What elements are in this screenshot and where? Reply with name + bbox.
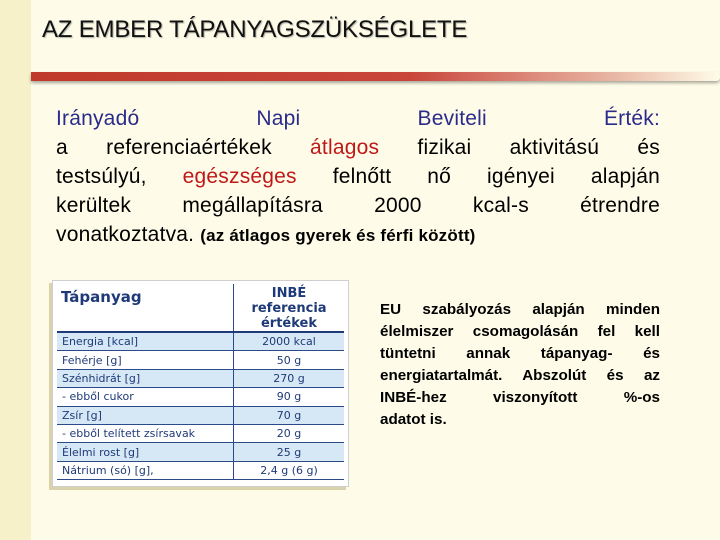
highlight-average: átlagos — [310, 136, 380, 159]
table-row — [57, 388, 344, 406]
header-reference — [234, 284, 345, 332]
left-accent-strip — [0, 0, 31, 540]
page-title: AZ EMBER TÁPANYAGSZÜKSÉGLETE — [42, 16, 468, 43]
nutrient-name: Élelmi rost [g] — [57, 443, 234, 461]
title-underline-bar — [31, 72, 720, 81]
eu-note-line: adatot is. — [380, 411, 447, 428]
table-row — [57, 351, 344, 369]
eu-note-line: EU szabályozás alapján minden — [380, 301, 660, 318]
nutrient-value: 270 g — [234, 369, 345, 387]
eu-regulation-note — [380, 299, 660, 431]
nutrient-name: Nátrium (só) [g], — [57, 461, 234, 479]
intro-note: (az átlagos gyerek és férfi között) — [200, 226, 476, 245]
intro-line-5 — [56, 220, 660, 250]
intro-line-3 — [56, 162, 660, 191]
nutrient-value: 25 g — [234, 443, 345, 461]
nutrient-table-image — [52, 280, 349, 487]
intro-text: testsúlyú, — [56, 165, 183, 188]
table-header-row — [57, 284, 344, 332]
intro-text: fizikai aktivitású és — [379, 136, 660, 159]
eu-note-line: tüntetni annak tápanyag- és — [380, 345, 660, 362]
intro-text: felnőtt nő igényei alapján — [296, 165, 661, 188]
intro-heading: Irányadó Napi Beviteli Érték: — [56, 107, 660, 130]
nutrient-name: Energia [kcal] — [57, 332, 234, 351]
intro-line-4: kerültek megállapításra 2000 kcal-s étrendre — [56, 194, 660, 217]
header-nutrient: Tápanyag — [57, 284, 234, 332]
table-row — [57, 332, 344, 351]
table-row — [57, 443, 344, 461]
eu-note-line: energiatartalmát. Abszolút és az — [380, 367, 660, 384]
eu-note-line: INBÉ-hez viszonyított %-os — [380, 389, 660, 406]
intro-paragraph — [56, 104, 660, 250]
highlight-healthy: egészséges — [182, 165, 297, 188]
nutrient-value: 20 g — [234, 424, 345, 442]
nutrient-value: 50 g — [234, 351, 345, 369]
nutrient-name: Szénhidrát [g] — [57, 369, 234, 387]
header-reference-line-1: INBÉ referencia — [251, 286, 327, 316]
nutrient-value: 2,4 g (6 g) — [234, 461, 345, 479]
table-row — [57, 424, 344, 442]
nutrient-name: Fehérje [g] — [57, 351, 234, 369]
table-row — [57, 406, 344, 424]
eu-note-line: élelmiszer csomagolásán fel kell — [380, 323, 660, 340]
nutrient-value: 70 g — [234, 406, 345, 424]
table-row — [57, 369, 344, 387]
intro-text: vonatkoztatva. — [56, 223, 201, 246]
nutrient-name: - ebből telített zsírsavak — [57, 424, 234, 442]
table-row — [57, 461, 344, 479]
nutrient-value: 2000 kcal — [234, 332, 345, 351]
intro-line-2 — [56, 133, 660, 162]
nutrient-value: 90 g — [234, 388, 345, 406]
intro-text: a referenciaértékek — [56, 136, 311, 159]
nutrient-name: - ebből cukor — [57, 388, 234, 406]
nutrient-reference-table — [57, 284, 344, 480]
nutrient-name: Zsír [g] — [57, 406, 234, 424]
header-reference-line-2: értékek — [260, 316, 318, 331]
